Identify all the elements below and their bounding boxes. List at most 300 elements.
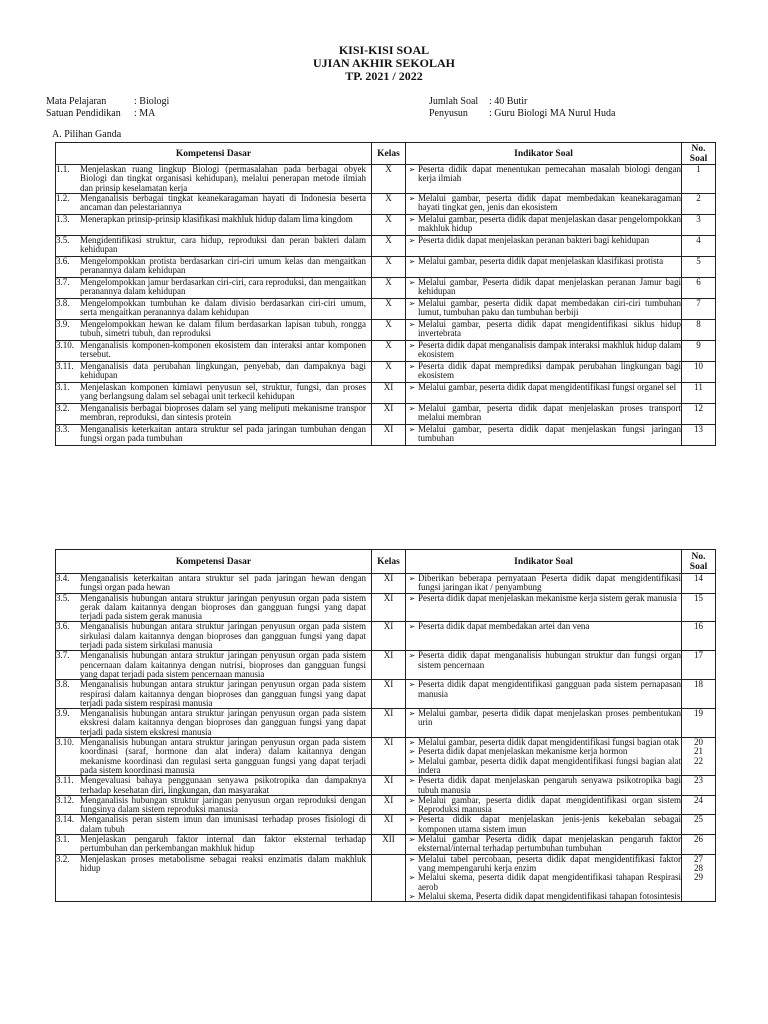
kd-number: 3.1.: [56, 834, 70, 845]
indikator-cell: [406, 574, 682, 594]
indikator-text: Peserta didik dapat memprediksi dampak perubahan lingkungan bagi ekosistem: [418, 360, 681, 381]
kelas-cell: XI: [372, 738, 406, 776]
bullet-icon: ➢: [408, 361, 416, 371]
table-row: [56, 214, 716, 235]
no-soal-number: 1: [696, 164, 701, 174]
kd-text: Menganalisis hubungan antara struktur jaringan penyusun organ pada sistem sirkulasi dalam kaitannya dengan bioproses dan gangguan fungsi yang dapat terjadi pada sistem sirkulasi manusia: [80, 621, 366, 651]
no-soal-cell: [682, 795, 716, 815]
indikator-text: Peserta didik dapat menganalisis hubungan struktur dan fungsi organ sistem pencernaan: [418, 650, 681, 670]
table-row: [56, 256, 716, 277]
no-soal-number: 24: [694, 794, 703, 805]
kd-number: 3.10.: [56, 339, 74, 350]
kd-cell: [56, 835, 372, 855]
indikator-item: [406, 278, 681, 297]
kelas-cell: X: [372, 214, 406, 235]
kd-text: Mengevaluasi bahaya penggunaan senyawa psikotropika dan dampaknya terhadap kesehatan diri, lingkungan, dan masyarakat: [80, 775, 366, 795]
kelas-cell: XI: [372, 680, 406, 709]
kd-number: 3.11.: [56, 775, 74, 786]
indikator-item: [406, 257, 681, 266]
no-soal-number: 6: [696, 276, 701, 287]
no-soal-number: 21: [694, 746, 703, 757]
table-row: [56, 574, 716, 594]
indikator-text: Melalui gambar, Peserta didik dapat menjelaskan peranan Jamur bagi kehidupan: [418, 276, 681, 297]
indikator-text: Melalui tabel percobaan, peserta didik dapat mengidentifikasi faktor yang mempengaruhi kerja enzim: [418, 853, 681, 873]
indikator-text: Melalui gambar, peserta didik dapat menjelaskan proses pembentukan urin: [418, 708, 681, 728]
table-row: [56, 651, 716, 680]
no-soal-number: 15: [694, 592, 703, 603]
no-soal-number: 22: [694, 755, 703, 766]
kelas-cell: XI: [372, 651, 406, 680]
indikator-cell: [406, 319, 682, 340]
bullet-icon: ➢: [408, 622, 416, 632]
indikator-text: Melalui skema, peserta didik dapat mengidentifikasi tahapan Respirasi aerob: [418, 872, 681, 892]
no-soal-number: 3: [696, 213, 701, 224]
indikator-cell: [406, 165, 682, 194]
meta-value: : 40 Butir: [489, 96, 528, 107]
kd-number: 3.3.: [56, 423, 70, 434]
no-soal-cell: [682, 277, 716, 298]
no-soal-cell: [682, 214, 716, 235]
indikator-item: [406, 892, 681, 901]
kd-cell: [56, 256, 372, 277]
indikator-cell: [406, 424, 682, 445]
kd-number: 3.12.: [56, 794, 74, 805]
kd-number: 3.5.: [56, 592, 70, 603]
meta-value: : Guru Biologi MA Nurul Huda: [489, 108, 616, 119]
meta-label: Jumlah Soal: [429, 96, 479, 107]
bullet-icon: ➢: [408, 835, 416, 845]
indikator-item: [406, 362, 681, 381]
kelas-cell: X: [372, 165, 406, 194]
bullet-icon: ➢: [408, 235, 416, 245]
indikator-text: Peserta didik dapat menentukan pemecahan masalah biologi dengan kerja ilmiah: [418, 164, 681, 184]
table-row: [56, 738, 716, 776]
document-year: TP. 2021 / 2022: [345, 69, 423, 83]
kd-cell: [56, 854, 372, 901]
table-row: [56, 795, 716, 815]
kd-text: Menganalisis berbagai tingkat keanekaragaman hayati di Indonesia beserta ancaman dan pelestariannya: [80, 192, 366, 213]
indikator-text: Melalui gambar, peserta didik dapat membedakan ciri-ciri tumbuhan lumut, tumbuhan paku dan tumbuhan berbiji: [418, 297, 681, 318]
indikator-item: [406, 383, 681, 392]
indikator-cell: [406, 680, 682, 709]
column-header-kd: Kompetensi Dasar: [56, 143, 372, 165]
no-soal-number: 9: [696, 339, 701, 350]
kd-number: 1.2.: [56, 192, 70, 203]
kd-number: 3.11.: [56, 360, 74, 371]
kelas-cell: X: [372, 340, 406, 361]
indikator-item: [406, 815, 681, 834]
kd-cell: [56, 382, 372, 403]
bullet-icon: ➢: [408, 214, 416, 224]
indikator-item: [406, 194, 681, 213]
kd-cell: [56, 709, 372, 738]
no-soal-number: 28: [694, 862, 703, 873]
indikator-text: Melalui gambar, peserta didik dapat menjelaskan klasifikasi protista: [418, 255, 664, 266]
indikator-cell: [406, 835, 682, 855]
no-soal-number: 25: [694, 814, 703, 825]
bullet-icon: ➢: [408, 815, 416, 825]
no-soal-number: 4: [696, 234, 701, 245]
indikator-text: Peserta didik dapat menjelaskan mekanisme kerja hormon: [418, 746, 628, 757]
indikator-text: Melalui gambar Peserta didik dapat menjelaskan pengaruh faktor eksternal/internal terhadap pertumbuhan tumbuhan: [418, 834, 681, 854]
table-row: [56, 382, 716, 403]
bullet-icon: ➢: [408, 709, 416, 719]
bullet-icon: ➢: [408, 319, 416, 329]
kd-number: 3.2.: [56, 402, 70, 413]
kd-cell: [56, 277, 372, 298]
kelas-cell: XII: [372, 835, 406, 855]
kelas-cell: XI: [372, 403, 406, 424]
kisi-table-2: [55, 549, 716, 902]
no-soal-number: 16: [694, 621, 703, 632]
no-soal-cell: [682, 319, 716, 340]
indikator-text: Peserta didik dapat membedakan artei dan vena: [418, 621, 590, 632]
section-heading: A. Pilihan Ganda: [52, 129, 122, 140]
bullet-icon: ➢: [408, 747, 416, 757]
no-soal-cell: [682, 193, 716, 214]
no-soal-number: 2: [696, 192, 701, 203]
indikator-text: Peserta didik dapat menjelaskan peranan bakteri bagi kehidupan: [418, 234, 650, 245]
kd-cell: [56, 680, 372, 709]
indikator-text: Melalui gambar, peserta didik dapat mengidentifikasi fungsi bagian alat indera: [418, 755, 681, 775]
indikator-cell: [406, 651, 682, 680]
no-soal-number: 7: [696, 297, 701, 308]
bullet-icon: ➢: [408, 277, 416, 287]
table-row: [56, 361, 716, 382]
indikator-item: [406, 776, 681, 795]
kelas-cell: XI: [372, 815, 406, 835]
kd-cell: [56, 319, 372, 340]
indikator-item: [406, 320, 681, 339]
bullet-icon: ➢: [408, 298, 416, 308]
indikator-text: Melalui gambar, peserta didik dapat menjelaskan proses transport melalui membran: [418, 402, 681, 423]
bullet-icon: ➢: [408, 574, 416, 583]
table-row: [56, 835, 716, 855]
indikator-item: [406, 873, 681, 892]
meta-label: Penyusun: [429, 108, 468, 119]
kd-cell: [56, 340, 372, 361]
indikator-item: [406, 165, 681, 184]
bullet-icon: ➢: [408, 738, 416, 748]
kd-cell: [56, 361, 372, 382]
indikator-cell: [406, 298, 682, 319]
kd-number: 3.14.: [56, 814, 74, 825]
indikator-text: Peserta didik dapat menjelaskan pengaruh senyawa psikotropika bagi tubuh manusia: [418, 775, 681, 795]
no-soal-number: 8: [696, 318, 701, 329]
table-row: [56, 340, 716, 361]
bullet-icon: ➢: [408, 256, 416, 266]
column-header-no: No. Soal: [682, 550, 716, 574]
kd-text: Menganalisis hubungan antara struktur jaringan penyusun organ pada sistem koordinasi (saraf, hormone dan alat indera) dalam kaitannya dengan mekanisme koordinasi dan regulasi serta gangguan fungsi yang dapat terjadi pada sistem koordinasi manusia: [80, 737, 366, 775]
no-soal-number: 19: [694, 708, 703, 719]
no-soal-number: 12: [694, 402, 703, 413]
indikator-item: [406, 622, 681, 631]
indikator-item: [406, 796, 681, 815]
meta-value: : MA: [134, 108, 156, 119]
indikator-cell: [406, 340, 682, 361]
kd-cell: [56, 298, 372, 319]
indikator-cell: [406, 214, 682, 235]
meta-left: [46, 96, 169, 120]
kelas-cell: XI: [372, 382, 406, 403]
kd-text: Menganalisis keterkaitan antara struktur sel pada jaringan tumbuhan dengan fungsi organ pada tumbuhan: [80, 423, 366, 444]
no-soal-cell: [682, 776, 716, 796]
table-row: [56, 235, 716, 256]
kd-cell: [56, 622, 372, 651]
indikator-cell: [406, 193, 682, 214]
kelas-cell: X: [372, 256, 406, 277]
kd-text: Menganalisis data perubahan lingkungan, penyebab, dan dampaknya bagi kehidupan: [80, 360, 366, 381]
kd-number: 3.5.: [56, 234, 70, 245]
kd-number: 1.3.: [56, 213, 70, 224]
indikator-cell: [406, 382, 682, 403]
indikator-cell: [406, 403, 682, 424]
kd-cell: [56, 235, 372, 256]
kd-cell: [56, 574, 372, 594]
kelas-cell: X: [372, 193, 406, 214]
no-soal-number: 11: [694, 381, 703, 392]
kd-number: 3.6.: [56, 621, 70, 632]
kd-cell: [56, 738, 372, 776]
indikator-cell: [406, 256, 682, 277]
indikator-item: [406, 425, 681, 444]
meta-value: : Biologi: [134, 96, 170, 107]
indikator-text: Melalui gambar, peserta didik dapat mengidentifikasi organ sistem Reproduksi manusia: [418, 794, 681, 815]
column-header-indikator: Indikator Soal: [406, 550, 682, 574]
kd-number: 3.7.: [56, 276, 70, 287]
kd-number: 3.1.: [56, 381, 70, 392]
indikator-item: [406, 680, 681, 699]
kd-text: Menjelaskan ruang lingkup Biologi (permasalahan pada berbagai obyek Biologi dan tingkat organisasi kehidupan), melalui penerapan metode ilmiah dan prinsip keselamatan kerja: [80, 164, 366, 193]
no-soal-cell: [682, 403, 716, 424]
bullet-icon: ➢: [408, 193, 416, 203]
table-row: [56, 277, 716, 298]
indikator-item: [406, 594, 681, 603]
no-soal-cell: [682, 651, 716, 680]
meta-right: [429, 96, 615, 120]
kd-number: 3.9.: [56, 318, 70, 329]
bullet-icon: ➢: [408, 873, 416, 883]
kd-text: Menganalisis hubungan antara struktur jaringan penyusun organ pada sistem ekskresi dalam kaitannya dengan bioproses dan gangguan fungsi yang dapat terjadi pada sistem ekskresi manusia: [80, 708, 366, 737]
kelas-cell: X: [372, 361, 406, 382]
table-row: [56, 165, 716, 194]
no-soal-cell: [682, 593, 716, 622]
indikator-text: Peserta didik dapat menjelaskan jenis-jenis kekebalan sebagai komponen utama sistem imun: [418, 814, 681, 834]
table-row: [56, 319, 716, 340]
table-row: [56, 193, 716, 214]
indikator-item: [406, 855, 681, 874]
table-row: [56, 424, 716, 445]
indikator-item: [406, 341, 681, 360]
column-header-kelas: Kelas: [372, 143, 406, 165]
table-row: [56, 709, 716, 738]
kd-text: Menjelaskan pengaruh faktor internal dan faktor eksternal terhadap pertumbuhan dan perkembangan makhluk hidup: [80, 834, 366, 854]
no-soal-cell: [682, 361, 716, 382]
indikator-cell: [406, 738, 682, 776]
indikator-text: Peserta didik dapat menjelaskan mekanisme kerja sistem gerak manusia: [418, 592, 677, 603]
bullet-icon: ➢: [408, 756, 416, 766]
kd-text: Menganalisis hubungan antara struktur jaringan penyusun organ pada sistem pencernaan dalam kaitannya dengan nutrisi, bioproses dan gangguan fungsi yang dapat terjadi pada sistem pencernaan manusia: [80, 650, 366, 679]
indikator-cell: [406, 815, 682, 835]
kd-text: Menganalisis peran sistem imun dan imunisasi terhadap proses fisiologi di dalam tubuh: [80, 814, 366, 834]
no-soal-cell: [682, 424, 716, 445]
column-header-no: No. Soal: [682, 143, 716, 165]
table-row: [56, 680, 716, 709]
column-header-kd: Kompetensi Dasar: [56, 550, 372, 574]
indikator-text: Melalui gambar, peserta didik dapat menjelaskan fungsi jaringan tumbuhan: [418, 423, 681, 444]
kd-number: 3.6.: [56, 255, 70, 266]
kd-number: 3.10.: [56, 737, 74, 748]
kelas-cell: X: [372, 235, 406, 256]
kelas-cell: XI: [372, 776, 406, 796]
kelas-cell: X: [372, 277, 406, 298]
bullet-icon: ➢: [408, 424, 416, 434]
kd-text: Menerapkan prinsip-prinsip klasifikasi makhluk hidup dalam lima kingdom: [80, 213, 353, 224]
kd-text: Mengelompokkan jamur berdasarkan ciri-ciri, cara reproduksi, dan mengaitkan peranannya dalam kehidupan: [80, 276, 366, 297]
no-soal-cell: [682, 854, 716, 901]
no-soal-cell: [682, 709, 716, 738]
bullet-icon: ➢: [408, 340, 416, 350]
kd-text: Mengelompokkan hewan ke dalam filum berdasarkan lapisan tubuh, rongga tubuh, simetri tubuh, dan reproduksi: [80, 318, 366, 339]
no-soal-cell: [682, 622, 716, 651]
kelas-cell: XI: [372, 622, 406, 651]
kd-cell: [56, 776, 372, 796]
kd-number: 3.7.: [56, 650, 70, 661]
column-header-indikator: Indikator Soal: [406, 143, 682, 165]
kisi-table-1: [55, 142, 716, 446]
no-soal-number: 17: [694, 650, 703, 661]
no-soal-cell: [682, 256, 716, 277]
no-soal-cell: [682, 835, 716, 855]
indikator-item: [406, 215, 681, 234]
kd-cell: [56, 815, 372, 835]
bullet-icon: ➢: [408, 651, 416, 661]
kelas-cell: X: [372, 298, 406, 319]
indikator-text: Melalui skema, Peserta didik dapat mengidentifikasi tahapan fotosintesis: [418, 890, 681, 901]
bullet-icon: ➢: [408, 680, 416, 690]
indikator-text: Peserta didik dapat menganalisis dampak interaksi makhluk hidup dalam ekosistem: [418, 339, 681, 360]
indikator-cell: [406, 776, 682, 796]
kelas-cell: XI: [372, 574, 406, 594]
no-soal-number: 27: [694, 853, 703, 864]
kd-cell: [56, 165, 372, 194]
no-soal-cell: [682, 298, 716, 319]
indikator-cell: [406, 622, 682, 651]
no-soal-number: 26: [694, 834, 703, 845]
document-title: KISI-KISI SOAL: [338, 43, 430, 57]
indikator-text: Melalui gambar, peserta didik dapat mengidentifikasi siklus hidup invertebrata: [418, 318, 681, 339]
kd-number: 3.9.: [56, 708, 70, 719]
kd-text: Mengelompokkan protista berdasarkan ciri-ciri umum kelas dan mengaitkan peranannya dalam kehidupan: [80, 255, 366, 276]
indikator-item: [406, 709, 681, 728]
indikator-text: Diberikan beberapa pernyataan Peserta didik dapat mengidentifikasi fungsi jaringan ikat / penyambung: [418, 573, 681, 593]
kd-text: Mengidentifikasi struktur, cara hidup, reproduksi dan peran bakteri dalam kehidupan: [80, 234, 366, 255]
kd-text: Mengelompokkan tumbuhan ke dalam divisio berdasarkan ciri-ciri umum, serta mengaitkan peranannya dalam kehidupan: [80, 297, 366, 318]
no-soal-number: 29: [694, 872, 703, 883]
table-header-row: [56, 550, 716, 574]
indikator-cell: [406, 235, 682, 256]
indikator-text: Melalui gambar, peserta didik dapat menjelaskan dasar pengelompokkan makhluk hidup: [418, 213, 681, 234]
bullet-icon: ➢: [408, 795, 416, 805]
meta-label: Satuan Pendidikan: [46, 108, 121, 119]
no-soal-cell: [682, 340, 716, 361]
kd-text: Menganalisis berbagai bioproses dalam sel yang meliputi mekanisme transpor membran, reproduksi, dan sintesis protein: [80, 402, 366, 423]
indikator-text: Peserta didik dapat mengidentifikasi gangguan pada sistem pernapasan manusia: [418, 679, 681, 699]
no-soal-number: 14: [694, 573, 703, 583]
indikator-item: [406, 236, 681, 245]
no-soal-number: 20: [694, 737, 703, 748]
kd-text: Menganalisis hubungan antara struktur jaringan penyusun organ pada sistem gerak dalam kaitannya dengan bioproses dan gangguan fungsi yang dapat terjadi pada sistem gerak manusia: [80, 592, 366, 622]
indikator-item: [406, 757, 681, 776]
no-soal-cell: [682, 165, 716, 194]
kd-text: Menganalisis hubungan antara struktur jaringan penyusun organ pada sistem respirasi dalam kaitannya dengan bioproses dan gangguan fungsi yang dapat terjadi pada sistem respirasi manusia: [80, 679, 366, 708]
indikator-text: Melalui gambar, peserta didik dapat membedakan keanekaragaman hayati tingkat gen, jenis dan ekosistem: [418, 192, 681, 213]
bullet-icon: ➢: [408, 854, 416, 864]
indikator-text: Melalui gambar, peserta didik dapat mengidentifikasi fungsi organel sel: [418, 381, 677, 392]
no-soal-cell: [682, 574, 716, 594]
no-soal-number: 23: [694, 775, 703, 786]
no-soal-number: 5: [696, 255, 701, 266]
kd-cell: [56, 593, 372, 622]
bullet-icon: ➢: [408, 382, 416, 392]
kelas-cell: [372, 854, 406, 901]
indikator-cell: [406, 709, 682, 738]
kd-cell: [56, 403, 372, 424]
no-soal-cell: [682, 382, 716, 403]
indikator-cell: [406, 277, 682, 298]
kd-text: Menganalisis hubungan struktur jaringan penyusun organ reproduksi dengan fungsinya dalam sistem reproduksi manusia: [80, 794, 366, 815]
no-soal-number: 10: [694, 360, 703, 371]
kd-cell: [56, 795, 372, 815]
kelas-cell: XI: [372, 709, 406, 738]
no-soal-cell: [682, 815, 716, 835]
kd-text: Menganalisis keterkaitan antara struktur sel pada jaringan hewan dengan fungsi organ pada hewan: [80, 573, 366, 593]
no-soal-number: 13: [694, 423, 703, 434]
kd-number: 3.4.: [56, 573, 70, 583]
kd-cell: [56, 424, 372, 445]
kd-cell: [56, 651, 372, 680]
kd-number: 3.2.: [56, 853, 70, 864]
indikator-cell: [406, 795, 682, 815]
indikator-cell: [406, 593, 682, 622]
indikator-item: [406, 574, 681, 593]
kd-text: Menganalisis komponen-komponen ekosistem dan interaksi antar komponen tersebut.: [80, 339, 366, 360]
table-row: [56, 403, 716, 424]
kd-cell: [56, 214, 372, 235]
kd-number: 3.8.: [56, 679, 70, 690]
kd-text: Menjelaskan proses metabolisme sebagai reaksi enzimatis dalam makhluk hidup: [80, 853, 366, 873]
document-subtitle: UJIAN AKHIR SEKOLAH: [312, 56, 456, 70]
no-soal-number: 18: [694, 679, 703, 690]
kd-number: 1.1.: [56, 164, 70, 174]
column-header-kelas: Kelas: [372, 550, 406, 574]
table-row: [56, 622, 716, 651]
indikator-item: [406, 651, 681, 670]
bullet-icon: ➢: [408, 891, 416, 901]
kelas-cell: XI: [372, 795, 406, 815]
table-row: [56, 854, 716, 901]
kelas-cell: X: [372, 319, 406, 340]
table-header-row: [56, 143, 716, 165]
kd-number: 3.8.: [56, 297, 70, 308]
no-soal-cell: [682, 738, 716, 776]
indikator-item: [406, 404, 681, 423]
bullet-icon: ➢: [408, 165, 416, 174]
bullet-icon: ➢: [408, 403, 416, 413]
kelas-cell: XI: [372, 593, 406, 622]
table-row: [56, 776, 716, 796]
table-row: [56, 815, 716, 835]
